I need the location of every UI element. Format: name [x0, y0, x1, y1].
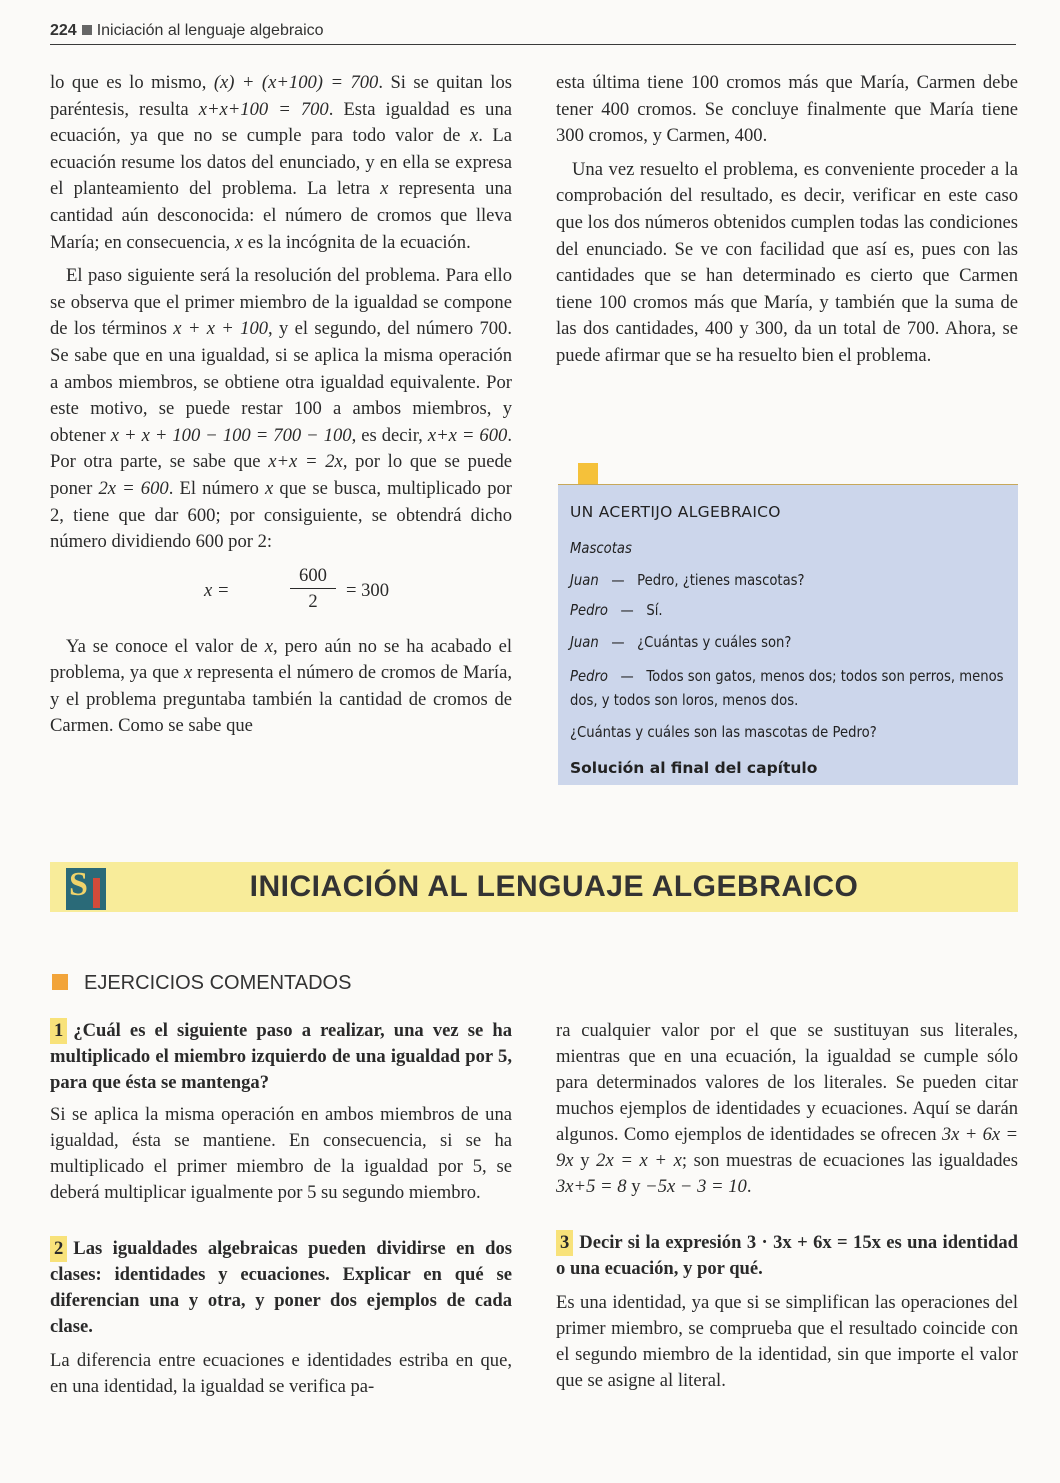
- dialogue-line: Pedro — Todos son gatos, menos dos; todos son perros, menos dos, y todos son loros, menos dos.: [570, 667, 1004, 709]
- header-square-icon: [82, 25, 92, 35]
- dialogue-line: Pedro — Sí.: [570, 601, 663, 619]
- paragraph: Una vez resuelto el problema, es conveniente proceder a la comprobación del resultado, es decir, verificar en este caso que los dos números obtenidos cumplen todas las condiciones del enunciado. Se ve con facilidad que así es, pues con las cantidades que se han determinado es cierto que Carmen tiene 100 cromos más que María, y también que la suma de las dos cantidades, 400 y 300, da un total de 700. Ahora, se puede afirmar que se ha resuelto bien el problema.: [556, 158, 1018, 366]
- left-column: [50, 70, 512, 740]
- header-title: Iniciación al lenguaje algebraico: [96, 22, 324, 39]
- denominator: 2: [308, 590, 318, 612]
- paragraph: lo que es lo mismo, (x) + (x+100) = 700. Si se quitan los paréntesis, resulta x+x+100 = 700. Esta igualdad es una ecuación, ya que no se cumple para todo valor de x. La ecuación resume los datos del enunciado, y en ella se expresa el planteamiento del problema. La letra x representa una cantidad aún desconocida: el número de cromos que lleva María; en consecuencia, x es la incógnita de la ecuación.: [50, 72, 513, 253]
- puzzle-question: ¿Cuántas y cuáles son las mascotas de Pedro?: [570, 723, 877, 741]
- puzzle-tab-marker: [578, 463, 598, 485]
- right-column: [556, 70, 1018, 370]
- puzzle-solution-note: Solución al final del capítulo: [570, 759, 818, 777]
- question-number: 1: [50, 1018, 67, 1044]
- exercise-question: 2 Las igualdades algebraicas pueden dividirse en dos clases: identidades y ecuaciones. Explicar en qué se diferencian una y otra, y poner dos ejemplos de cada clase.: [50, 1238, 512, 1337]
- exercises-right-column: [556, 1018, 1018, 1394]
- exercise-question: 3 Decir si la expresión 3 · 3x + 6x = 15x es una identidad o una ecuación, y por qué.: [556, 1232, 1018, 1279]
- exercise-answer: La diferencia entre ecuaciones e identidades estriba en que, en una identidad, la igualdad se verifica pa-: [50, 1350, 512, 1397]
- numerator: 600: [290, 564, 336, 589]
- question-number: 2: [50, 1236, 67, 1262]
- chapter-banner: [50, 862, 1018, 912]
- paragraph: El paso siguiente será la resolución del problema. Para ello se observa que el primer miembro de la igualdad se compone de los términos x + x + 100, y el segundo, del número 700. Se sabe que en una igualdad, si se aplica la misma operación a ambos miembros, se obtiene otra igualdad equivalente. Por este motivo, se puede restar 100 a ambos miembros, y obtener x + x + 100 − 100 = 700 − 100, es decir, x+x = 600. Por otra parte, se sabe que x+x = 2x, por lo que se puede poner 2x = 600. El número x que se busca, multiplicado por 2, tiene que dar 600; por consiguiente, se obtendrá dicho número dividiendo 600 por 2:: [50, 265, 513, 553]
- paragraph: esta última tiene 100 cromos más que María, Carmen debe tener 400 cromos. Se concluye finalmente que María tiene 300 cromos, y Carmen, 400.: [556, 72, 1018, 147]
- book-logo-icon: S: [66, 868, 106, 910]
- section-square-icon: [52, 974, 68, 990]
- puzzle-box: [558, 484, 1018, 785]
- puzzle-title: UN ACERTIJO ALGEBRAICO: [570, 503, 781, 521]
- page-header: [50, 20, 1016, 45]
- formula-rhs: = 300: [346, 579, 390, 601]
- paragraph: Ya se conoce el valor de x, pero aún no se ha acabado el problema, ya que x representa el número de cromos de María, y el problema preguntaba también la cantidad de cromos de Carmen. Como se sabe que: [50, 635, 512, 737]
- banner-title: INICIACIÓN AL LENGUAJE ALGEBRAICO: [249, 870, 859, 903]
- fraction-formula: [50, 564, 512, 626]
- puzzle-subtitle: Mascotas: [570, 539, 632, 557]
- dialogue-line: Juan — ¿Cuántas y cuáles son?: [570, 633, 792, 651]
- page-number: 224: [50, 22, 77, 39]
- exercise-answer: Si se aplica la misma operación en ambos miembros de una igualdad, ésta se mantiene. En consecuencia, si se ha multiplicado el primer miembro de la igualdad por 5, se deberá multiplicar igualmente por 5 su segundo miembro.: [50, 1104, 512, 1203]
- exercises-left-column: [50, 1018, 512, 1400]
- formula-lhs: x =: [204, 579, 230, 601]
- exercise-answer: ra cualquier valor por el que se sustituyan sus literales, mientras que en una ecuación, la igualdad se cumple sólo para determinados valores de los literales. Se pueden citar muchos ejemplos de identidades y ecuaciones. Aquí se darán algunos. Como ejemplos de identidades se ofrecen 3x + 6x = 9x y 2x = x + x; son muestras de ecuaciones las igualdades 3x+5 = 8 y −5x − 3 = 10.: [556, 1020, 1019, 1197]
- exercise-answer: Es una identidad, ya que si se simplifican las operaciones del primer miembro, se comprueba que el resultado coincide con el segundo miembro de la identidad, sin que importe el valor que se asigne al literal.: [556, 1292, 1018, 1391]
- dialogue-line: Juan — Pedro, ¿tienes mascotas?: [570, 571, 805, 589]
- section-heading: EJERCICIOS COMENTADOS: [52, 972, 351, 995]
- running-head: [50, 22, 324, 40]
- exercise-question: 1 ¿Cuál es el siguiente paso a realizar, una vez se ha multiplicado el miembro izquierdo de una igualdad por 5, para que ésta se mantenga?: [50, 1020, 512, 1093]
- fraction: [290, 564, 336, 615]
- question-number: 3: [556, 1230, 573, 1256]
